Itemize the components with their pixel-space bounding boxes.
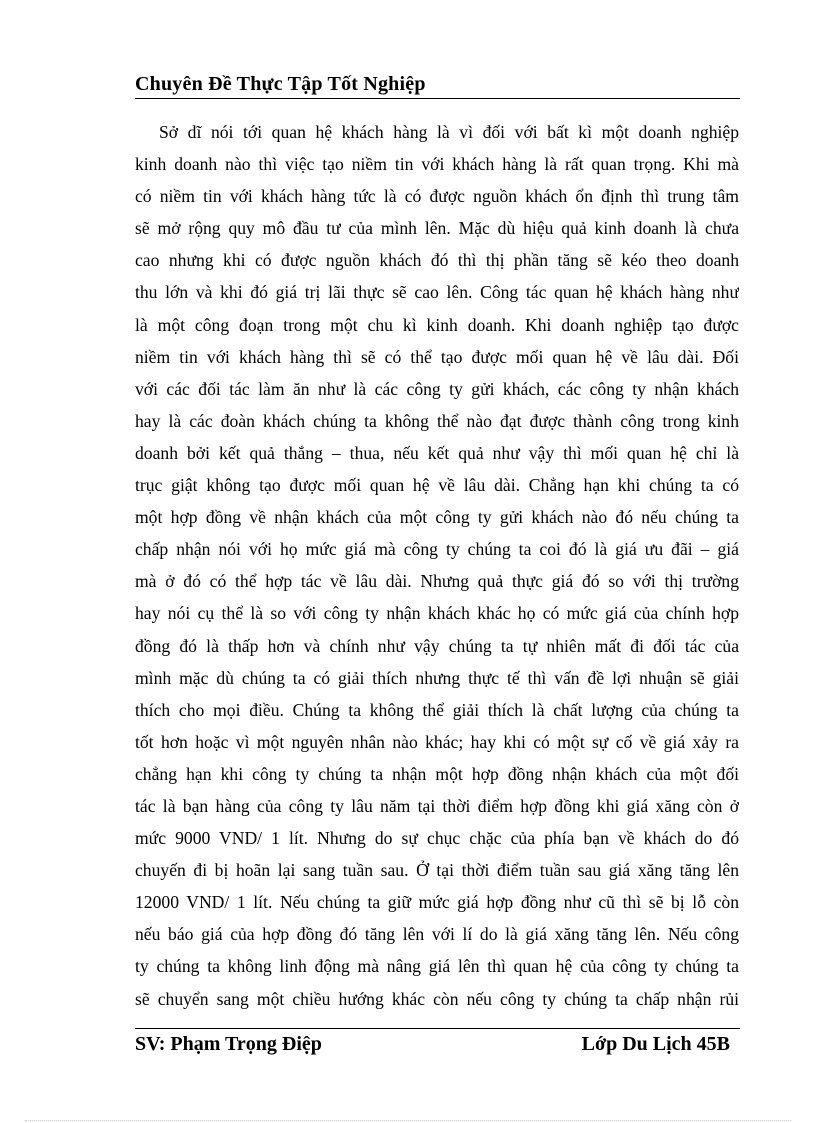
text-line: tốt hơn hoặc vì một nguyên nhân nào khác; hay khi có một sự cố về giá xảy ra bbox=[135, 731, 739, 752]
page-bottom-edge bbox=[25, 1120, 791, 1121]
text-line: là một công đoạn trong một chu kì kinh doanh. Khi doanh nghiệp tạo được bbox=[135, 314, 739, 335]
text-line: mình mặc dù chúng ta có giải thích nhưng thực tế thì vấn đề lợi nhuận sẽ giải bbox=[135, 667, 739, 688]
document-header-title: Chuyên Đề Thực Tập Tốt Nghiệp bbox=[135, 73, 426, 95]
header-divider bbox=[135, 98, 740, 99]
text-line: có niềm tin với khách hàng tức là có được nguồn khách ổn định thì trung tâm bbox=[135, 186, 739, 207]
text-line: nếu báo giá của hợp đồng đó tăng lên với lí do là giá xăng tăng lên. Nếu công bbox=[135, 924, 739, 945]
text-line: chấp nhận nói với họ mức giá mà công ty chúng ta coi đó là giá ưu đãi – giá bbox=[135, 539, 739, 560]
text-line: hay nói cụ thể là so với công ty nhận khách khác họ có mức giá của chính hợp bbox=[135, 603, 739, 624]
body-paragraph bbox=[135, 116, 739, 1015]
text-line: trục giật không tạo được mối quan hệ về lâu dài. Chẳng hạn khi chúng ta có bbox=[135, 475, 739, 496]
text-line: với các đối tác làm ăn như là các công ty gửi khách, các công ty nhận khách bbox=[135, 378, 739, 399]
text-line: doanh bởi kết quả thắng – thua, nếu kết quả như vậy thì mối quan hệ chỉ là bbox=[135, 442, 739, 463]
text-line: thích cho mọi điều. Chúng ta không thể giải thích là chất lượng của chúng ta bbox=[135, 699, 739, 720]
text-line: kinh doanh nào thì việc tạo niềm tin với khách hàng là rất quan trọng. Khi mà bbox=[135, 154, 739, 175]
text-line: tác là bạn hàng của công ty lâu năm tại thời điểm hợp đồng khi giá xăng còn ở bbox=[135, 795, 739, 816]
text-line: thu lớn và khi đó giá trị lãi thực sẽ cao lên. Công tác quan hệ khách hàng như bbox=[135, 282, 739, 303]
text-line: chuyến đi bị hoãn lại sang tuần sau. Ở tại thời điểm tuần sau giá xăng tăng lên bbox=[135, 860, 739, 881]
text-line: hay là các đoàn khách chúng ta không thể nào đạt được thành công trong kinh bbox=[135, 410, 739, 431]
text-line: mà ở đó có thể hợp tác về lâu dài. Nhưng quả thực giá đó so với thị trường bbox=[135, 571, 739, 592]
footer-divider bbox=[135, 1028, 740, 1029]
text-line: ty chúng ta không linh động mà nâng giá lên thì quan hệ của công ty chúng ta bbox=[135, 956, 739, 977]
text-line: mức 9000 VND/ 1 lít. Nhưng do sự chục chặc của phía bạn về khách do đó bbox=[135, 828, 739, 849]
text-line: chẳng hạn khi công ty chúng ta nhận một hợp đồng nhận khách của một đối bbox=[135, 763, 739, 784]
footer-class-name: Lớp Du Lịch 45B bbox=[581, 1033, 730, 1055]
text-line: đồng đó là thấp hơn và chính như vậy chúng ta tự nhiên mất đi đối tác của bbox=[135, 635, 739, 656]
text-line: một hợp đồng về nhận khách của một công ty gửi khách nào đó nếu chúng ta bbox=[135, 507, 739, 528]
text-line: 12000 VND/ 1 lít. Nếu chúng ta giữ mức giá hợp đồng như cũ thì sẽ bị lỗ còn bbox=[135, 892, 739, 913]
text-line: niềm tin với khách hàng thì sẽ có thể tạo được mối quan hệ về lâu dài. Đối bbox=[135, 346, 739, 367]
text-line: Sở dĩ nói tới quan hệ khách hàng là vì đối với bất kì một doanh nghiệp bbox=[159, 122, 739, 142]
text-line: sẽ mở rộng quy mô đầu tư của mình lên. Mặc dù hiệu quả kinh doanh là chưa bbox=[135, 218, 739, 239]
footer-student-name: SV: Phạm Trọng Điệp bbox=[135, 1033, 322, 1055]
text-line: cao nhưng khi có được nguồn khách đó thì thị phần tăng sẽ kéo theo doanh bbox=[135, 250, 739, 271]
text-line: sẽ chuyển sang một chiều hướng khác còn nếu công ty chúng ta chấp nhận rủi bbox=[135, 988, 739, 1009]
